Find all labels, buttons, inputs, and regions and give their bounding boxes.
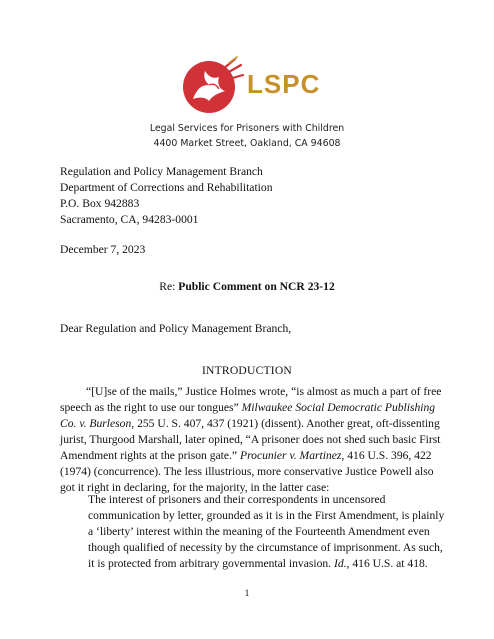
paragraph-line: [60, 400, 438, 416]
section-heading: INTRODUCTION: [202, 364, 292, 377]
subject-title: Public Comment on NCR 23-12: [178, 280, 335, 293]
paragraph-text: Amendment rights at the prison gate.”: [60, 449, 240, 462]
case-citation: Co. v. Burleson: [60, 417, 132, 430]
recipient-line: Department of Corrections and Rehabilitation: [60, 181, 273, 194]
recipient-line: Sacramento, CA, 94283-0001: [60, 213, 199, 226]
paragraph-line: “[U]se of the mails,” Justice Holmes wrote, “is almost as much a part of free: [86, 385, 442, 398]
paragraph-text: speech as the right to use our tongues”: [60, 401, 242, 414]
phoenix-logo-icon: [179, 55, 245, 115]
quote-text: , 416 U.S. at 418.: [346, 557, 428, 570]
quote-line: though qualified of necessity by the circumstance of imprisonment. As such,: [88, 541, 443, 554]
block-quote: [88, 492, 445, 572]
paragraph-line: [60, 416, 438, 432]
lspc-logo: [179, 55, 319, 115]
paragraph-line: got it right in declaring, for the majority, in the latter case:: [60, 481, 330, 494]
subject-line: [0, 279, 494, 295]
quote-line: The interest of prisoners and their correspondents in uncensored: [88, 493, 386, 506]
paragraph-line: (1974) (concurrence). The less illustrious, more conservative Justice Powell also: [60, 465, 434, 478]
recipient-line: Regulation and Policy Management Branch: [60, 165, 263, 178]
case-citation: Milwaukee Social Democratic Publishing: [241, 401, 436, 414]
paragraph-text: , 416 U.S. 396, 422: [341, 449, 432, 462]
recipient-line: P.O. Box 942883: [60, 197, 140, 210]
letter-date: December 7, 2023: [60, 243, 146, 256]
quote-line: a ‘liberty’ interest within the meaning of the Fourteenth Amendment even: [88, 525, 430, 538]
salutation: Dear Regulation and Policy Management Branch,: [60, 322, 292, 335]
quote-line: communication by letter, grounded as it is in the First Amendment, is plainly: [88, 509, 445, 522]
recipient-address: [60, 164, 273, 228]
case-citation: Procunier v. Martinez: [239, 449, 342, 462]
case-citation: Id.: [333, 557, 347, 570]
paragraph-line: jurist, Thurgood Marshall, later opined, “A prisoner does not shed such basic First: [60, 433, 441, 446]
paragraph-text: , 255 U. S. 407, 437 (1921) (dissent). Another great, oft-dissenting: [131, 417, 440, 430]
subject-prefix: Re:: [159, 280, 179, 293]
organization-address: 4400 Market Street, Oakland, CA 94608: [153, 138, 341, 149]
quote-line: [88, 556, 440, 572]
quote-text: it is protected from arbitrary governmental invasion.: [88, 557, 334, 570]
organization-name: Legal Services for Prisoners with Children: [149, 123, 345, 134]
logo-wordmark: LSPC: [247, 69, 321, 99]
paragraph-line: [60, 448, 438, 464]
intro-paragraph: [60, 384, 442, 496]
page-number: 1: [244, 589, 250, 599]
